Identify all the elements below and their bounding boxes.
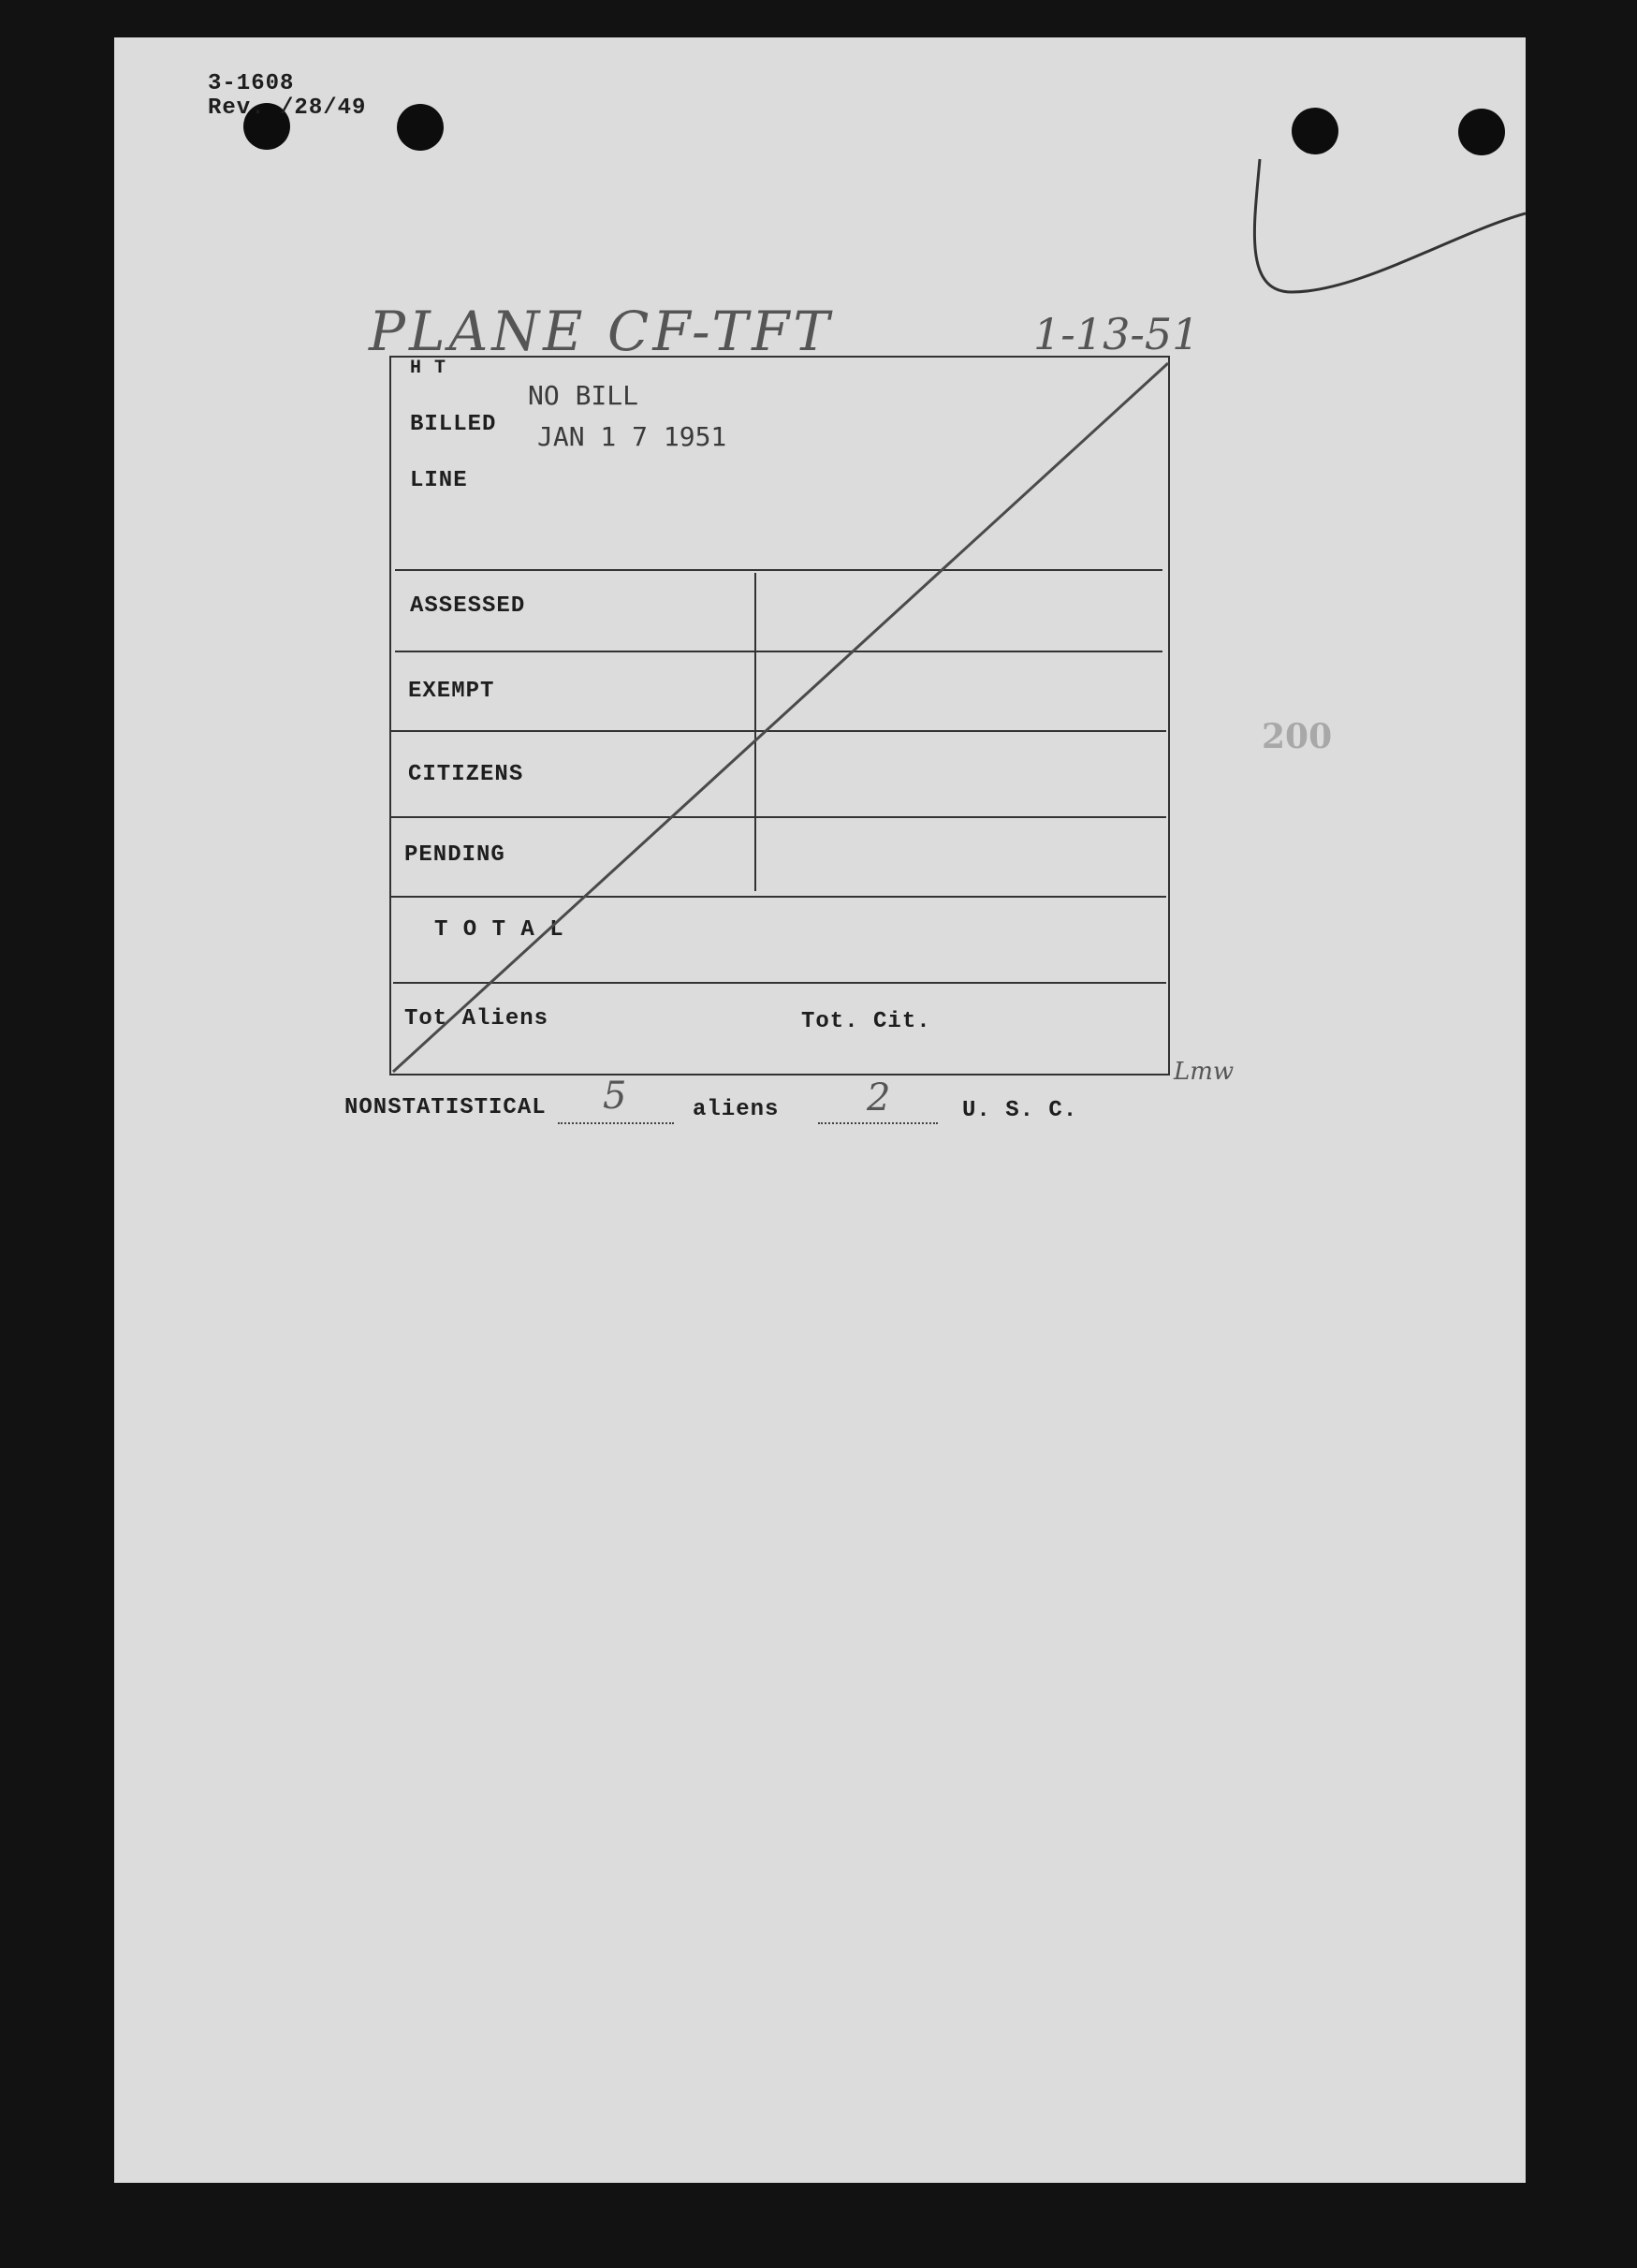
label-assessed: ASSESSED <box>410 593 526 619</box>
form-revision: Rev. /28/49 <box>208 95 367 121</box>
label-exempt: EXEMPT <box>408 679 495 704</box>
label-line: LINE <box>410 468 468 493</box>
aliens-count: 5 <box>603 1075 627 1118</box>
usc-count-underline <box>818 1122 938 1124</box>
usc-count: 2 <box>867 1076 891 1119</box>
stamp-no-bill: NO BILL <box>528 380 639 411</box>
cancel-diagonal-line <box>393 363 1168 1072</box>
handwritten-title: PLANE CF-TFT <box>369 300 834 363</box>
label-citizens: CITIZENS <box>408 762 524 787</box>
label-nonstatistical: NONSTATISTICAL <box>344 1095 547 1120</box>
handwritten-curve <box>1254 159 1526 292</box>
label-aliens: aliens <box>693 1097 780 1122</box>
label-tot-aliens: Tot Aliens <box>404 1006 549 1032</box>
label-usc: U. S. C. <box>962 1098 1078 1123</box>
side-number: 200 <box>1262 717 1333 756</box>
aliens-count-underline <box>558 1122 674 1124</box>
label-total: T O T A L <box>434 917 564 943</box>
document-page <box>114 37 1526 2183</box>
handwritten-date: 1-13-51 <box>1033 309 1200 359</box>
pen-marks <box>114 37 1526 2183</box>
label-pending: PENDING <box>404 842 505 868</box>
stamp-date: JAN 1 7 1951 <box>537 421 727 452</box>
form-number: 3-1608 <box>208 71 295 96</box>
label-ht: H T <box>410 358 447 379</box>
handwritten-initials: Lmw <box>1174 1058 1235 1086</box>
label-tot-cit: Tot. Cit. <box>801 1009 931 1034</box>
label-billed: BILLED <box>410 412 497 437</box>
